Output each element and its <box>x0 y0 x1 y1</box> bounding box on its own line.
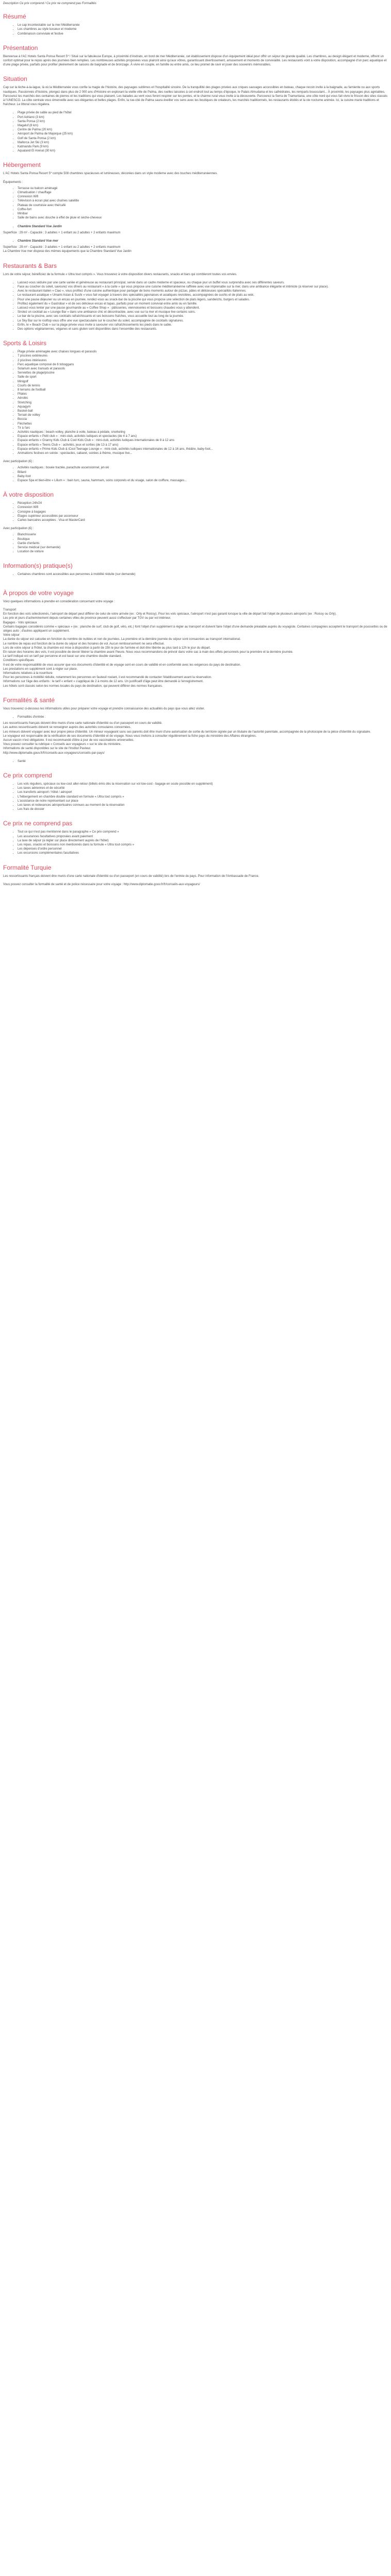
paragraph: Les prix et jours d'acheminement depuis certaines villes de province peuvent aussi s'effectuer par TGV ou par vol intérieur. <box>3 617 171 620</box>
list-item: • Parc aquatique composé de 6 toboggans <box>18 363 388 367</box>
list-item: • Activités nautiques : bouée tractée, parachute ascensionnel, jet-ski <box>18 466 388 470</box>
section-resume <box>3 13 388 36</box>
list-item: • Garde d'enfants <box>18 541 388 546</box>
list-item: • Coffre-fort <box>18 208 388 212</box>
list-item: • Les frais de dossier <box>18 807 388 811</box>
list-item: • Minibar <box>18 212 388 216</box>
list-item: • Solarium avec transats et parasols <box>18 367 388 371</box>
list-item: • Espace Spa et bien-être « Lilium » : bain turc, sauna, hammam, soins corporels et du visage, salon de coiffure, massages... <box>18 479 388 483</box>
paid-label: Avec participation (€) : <box>3 527 34 531</box>
disposition-paid-list <box>3 533 388 554</box>
section-formalites <box>3 697 388 764</box>
list-item: • Billard <box>18 470 388 474</box>
equipment-list <box>3 187 388 221</box>
list-item: • L'assistance de notre représentant sur place <box>18 799 388 803</box>
paragraph: Le voyageur est responsable de la vérification de ses documents d'identité et de voyage. Nous vous invitons à consulter régulièrement la fiche pays du ministère des Affaires étrangères. <box>3 734 257 738</box>
room-name: • Chambre Standard Vue Jardin <box>18 225 388 229</box>
list-item: • Réception 24h/24 <box>18 501 388 505</box>
list-item: • Serviettes de plage/piscine <box>18 371 388 375</box>
list-item: • Le restaurant asiatique « Umami Asian & Sushi » vous fait voyager à travers des spécialités japonaises et asiatiques revisitées, accompagnées de sushis et de plats au wok. <box>18 293 388 297</box>
list-item: • Plateau de courtoisie avec thé/café <box>18 204 388 208</box>
room-name: • Chambre Standard Vue mer <box>18 239 388 243</box>
paragraph: La durée du séjour est calculée en fonction du nombre de nuitées et non de journées. La première et la dernière journée du séjour sont consacrées au transport international. <box>3 638 241 641</box>
list-item: • 8 terrains de football <box>18 388 388 392</box>
formalites-footer-list <box>3 759 388 764</box>
equipment-label: Équipements : <box>3 180 23 184</box>
propos-text: Voici quelques informations à prendre en considération concernant votre voyage : <box>3 600 115 603</box>
list-item: • Sirotez un cocktail au « Lounge Bar » dans une ambiance chic et décontractée, avec vue sur la mer et musique live certains soirs. <box>18 310 388 314</box>
list-item: • Magaluf (8 km) <box>18 124 388 128</box>
paragraph: Votre séjour <box>3 634 20 637</box>
situation-text: Cap sur la lèche-à-la-lague, là où la Méditerranée vous confie la magie de l'histoire, des paysages sublimes et l'hospitalité sincère. De la tranquillité des plages privées aux criques sauvages accessibles en bateau, chaque recoin invite à la baignade, au farniente ou aux sports nautiques. Passionnés d'histoire, plongez dans plus de 2 000 ans d'Histoire en explorant la vieille ville de Palma, des ruelles laissées à cet endroit tout au temps d'époque, le Palais Almudaina et les cathédrales, les remparts bousculant... À proximité, les paysages plus agréables. Parcourez les marchés des centaines de pierres et les traditions qui vous plaisent. Les balades au vent vous feront respirer sur les pentes, et le charme rural vous invite à la découverte. Parcourez la Serra de Tramuntana, une côte nord qui vous fait vivre le frisson des sites classés à l'UNESCO. La côte centrale vous émerveille avec ses élégantes et belles plages. Enfin, la rue-cité de Palma saura éveiller vos sens avec les boutiques de créateurs, les marchés traditionnels, les restaurants étoilés et la vie nocturne animée. Ici, la cuisine marie traditions et fraîcheur. Le littoral vous régalera. <box>3 86 388 107</box>
formalites-title: Formalités & santé <box>3 696 55 704</box>
list-item: • Le Sky Bar sur le rooftop vous offre une vue spectaculaire sur le coucher du soleil, accompagnée de cocktails signatures. <box>18 319 388 323</box>
list-item: • Santé <box>18 759 388 764</box>
propos-title: À propos de votre voyage <box>3 589 74 597</box>
list-item: • Des options végétariennes, véganes et sans gluten sont disponibles dans l'ensemble des restaurants. <box>18 327 388 331</box>
pratiques-list <box>3 572 388 577</box>
paragraph: Vous pouvez consulter la rubrique « Conseils aux voyageurs » sur le site du ministère. <box>3 743 122 747</box>
paragraph: Aucun vaccin n'est obligatoire. Il est recommandé d'être à jour de vos vaccinations universelles. <box>3 738 135 742</box>
list-item: • Les excursions complémentaires facultatives <box>18 851 388 855</box>
paragraph: Informations sur l'âge des enfants : le tarif « enfant » s'applique de 2 à moins de 12 ans. Un justificatif d'âge peut être demandé à l'enregistrement. <box>3 680 204 684</box>
section-propos <box>3 589 388 688</box>
disposition-list <box>3 501 388 522</box>
list-item: • Basket-ball <box>18 409 388 413</box>
list-item: • Les taxes et redevances aéroportuaires connues au moment de la réservation <box>18 803 388 807</box>
hebergement-text: L'AC Hotels Santa Ponsa Resort 5* compte 508 chambres spacieuses et lumineuses, décorées dans un style moderne avec des touches méditerranéennes. <box>3 172 218 176</box>
paragraph: http://www.diplomatie.gouv.fr/fr/conseils-aux-voyageurs/conseils-par-pays/ <box>3 751 105 755</box>
intro-nav: Description Ce prix comprend / Ce prix ne comprend pas Formalités <box>3 2 96 5</box>
formalites-text: Vous trouverez ci-dessous les informations utiles pour préparer votre voyage et prendre connaissance des actualités du pays que vous allez visiter. <box>3 707 205 710</box>
list-item: • Espace enfants « Teens Club » : activités, jeux et sorties (de 13 à 17 ans) <box>18 443 388 447</box>
section-pratiques <box>3 562 388 577</box>
list-item: • Baby-foot <box>18 474 388 479</box>
formalite-text-2: Vous pouvez consulter la formalité de santé et de police nécessaire pour votre voyage : http://www.diplomatie.gouv.fr/fr/conseils-aux-voyageurs/ <box>3 883 200 886</box>
paragraph: Transport <box>3 608 17 612</box>
list-item: • 7 piscines extérieures <box>18 354 388 358</box>
list-item: • Connexion Wifi <box>18 505 388 510</box>
list-item: • Les vols réguliers, spéciaux ou low-cost aller-retour (billets émis dès la réservation sur vol low-cost - bagage en soute possible en supplément) <box>18 782 388 786</box>
list-item: • Santa Ponsa (2 km) <box>18 120 388 124</box>
list-item: • Enfin, le « Beach Club » sur la plage privée vous invite à savourer vos rafraîchissements les pieds dans le sable. <box>18 323 388 327</box>
list-item: • La taxe de séjour (à régler sur place directement auprès de l'hôtel) <box>18 839 388 843</box>
room-list <box>3 239 388 243</box>
paid-label: Avec participation (€) : <box>3 460 34 464</box>
section-situation <box>3 75 388 153</box>
list-item: • Mallorca Jet Ski (3 km) <box>18 141 388 145</box>
list-item: • Location de voiture <box>18 550 388 554</box>
list-item: • Fléchettes <box>18 422 388 426</box>
list-item: • Consigne à bagages <box>18 510 388 514</box>
section-disposition <box>3 491 388 554</box>
paragraph: Les mineurs doivent voyager avec leur propre pièce d'identité. Un mineur voyageant sans ses parents doit être muni d'une autorisation de sortie du territoire signée par un titulaire de l'autorité parentale, accompagnée de la photocopie de la pièce d'identité du signataire. <box>3 730 371 734</box>
hebergement-title: Hébergement <box>3 161 41 169</box>
list-item: • Golf de Santa Ponsa (2 km) <box>18 137 388 141</box>
list-item: • Les assurances facultatives proposées avant paiement <box>18 835 388 839</box>
list-item: • Pour une pause déjeuner ou un encas en journée, rendez-vous au snack-bar de la piscine qui vous propose une sélection de plats légers, sandwichs, burgers et salades. <box>18 298 388 302</box>
list-item: • Cartes bancaires acceptées : Visa et MasterCard <box>18 518 388 522</box>
restaurants-list <box>3 281 388 331</box>
list-item: • Aqualand El Arenal (30 km) <box>18 149 388 153</box>
paragraph: Les autres ressortissants doivent se renseigner auprès des autorités consulaires concernées. <box>3 726 132 730</box>
paragraph: Bagages - Vols spéciaux <box>3 621 37 624</box>
list-item: • Blanchisserie <box>18 533 388 537</box>
paragraph: Pour les personnes à mobilité réduite, notamment les personnes en fauteuil roulant, il est recommandé de contacter l'établissement avant la réservation. <box>3 676 212 680</box>
list-item: • Boutique <box>18 537 388 541</box>
restaurants-text: Lors de votre séjour, bénéficiez de la formule « Ultra tout compris ». Vous trouverez à votre disposition divers restaurants, snacks et bars qui combleront toutes vos envies. <box>3 273 237 276</box>
list-item: • Salle de bains avec douche à effet de pluie et sèche-cheveux <box>18 216 388 220</box>
section-hebergement <box>3 161 388 253</box>
comprend-list <box>3 782 388 811</box>
paragraph: Le nombre de repas est fonction de la durée du séjour et des horaires de vol. Aucun remboursement ne sera effectué. <box>3 642 165 646</box>
list-item: • Salle de sport <box>18 375 388 379</box>
list-item: • Espace enfants « Prime Kids Club & iCool Teenage Lounge » : mini-club, activités ludiques internationales de 12 à 16 ans, théâtre, baby-foot... <box>18 447 388 451</box>
list-item: • Télévision à écran plat avec chaînes satellite <box>18 199 388 203</box>
list-item: • Pilates <box>18 392 388 396</box>
list-item: • L'hébergement en chambre double standard en formule « Ultra tout compris » <box>18 795 388 799</box>
list-item: • Avec le restaurant italien « Ciao », vous profitez d'une cuisine authentique pour partager de bons moments autour de pizzas, pâtes et délicieuses spécialités italiennes. <box>18 289 388 293</box>
list-item: • Les chambres au style luxueux et moderne <box>18 27 388 31</box>
sports-list <box>3 350 388 455</box>
resume-list <box>3 23 388 36</box>
list-item: • Laissez-vous séduire par une carte variée et généreuse au restaurant principal, servie dans un cadre moderne et spacieux, ou chaque jour un buffet vous surprendra avec ses différentes saveurs. <box>18 281 388 285</box>
section-restaurants <box>3 262 388 332</box>
paragraph: Le tarif indiqué est un tarif par personne et est basé sur une chambre double standard. <box>3 655 122 658</box>
paragraph: Il est de votre responsabilité de vous assurer que vos documents d'identité et de voyage sont en cours de validité et en conformité avec les exigences du pays de destination. <box>3 663 241 667</box>
list-item: • Laissez-vous tenter par une pause gourmande au « Coffee Shop » : pâtisseries, viennoiseries et boissons chaudes vous y attendent. <box>18 306 388 310</box>
sports-title: Sports & Loisirs <box>3 340 47 347</box>
situation-list <box>3 111 388 153</box>
paragraph: Informations relatives à la nourriture <box>3 671 53 675</box>
room-note: La Chambre Vue mer dispose des mêmes équipements que la Chambre Standard Vue Jardin <box>3 250 132 253</box>
list-item: • Aquagym <box>18 405 388 409</box>
list-item: • Terrasse ou balcon aménagé <box>18 187 388 191</box>
list-item: • Profitez également du « Gastrobar » et de ses délicieux encas et tapas, parfaits pour un moment convivial entre amis ou en famille. <box>18 302 388 306</box>
paragraph: Certains bagages considérés comme « spéciaux » (ex : planche de surf, club de golf, vélo, etc.) font l'objet d'un supplément à régler au transport et doivent faire l'objet d'une demande préalable auprès du voyagiste. Certaines compagnies acceptent le transport de poussettes ou de sièges auto ; d'autres appliquent un supplément. <box>3 625 387 633</box>
list-item: • Service médical (sur demande) <box>18 546 388 550</box>
list-item: • Espace enfants « Granny Kids Club & Cool Kids Club » : mini-club, activités ludiques internationales de 8 à 12 ans <box>18 438 388 443</box>
paragraph: Lors de votre séjour à l'hôtel, la chambre est mise à disposition à partir de 15h le jour de l'arrivée et doit être libérée au plus tard à 12h le jour du départ. <box>3 646 211 650</box>
paragraph: En raison des horaires des vols, il est possible de devoir libérer la chambre avant l'heure. Nous vous recommandons de prévoir dans votre sac à main des effets personnels pour la première et la dernière journée. <box>3 650 294 654</box>
list-item: • Étages supérieur accessibles par ascenseur <box>18 514 388 518</box>
list-item: • Activités nautiques : beach-volley, planche à voile, bateau à pédale, snorkeling <box>18 430 388 434</box>
paragraph: Informations de santé disponibles sur le site de l'Institut Pasteur. <box>3 747 91 751</box>
paragraph: En fonction des vols sélectionnés, l'aéroport de départ peut différer de celui de votre arrivée (ex : Orly et Roissy). Pour les vols spéciaux, l'aéroport n'est pas garanti lorsque la ville de départ fait l'objet de plusieurs aéroports (ex : Roissy ou Orly). <box>3 613 337 616</box>
paragraph: Conditions spécifiques <box>3 659 35 663</box>
list-item: • Tout ce qui n'est pas mentionné dans le paragraphe « Ce prix comprend » <box>18 830 388 834</box>
list-item: • Katmandu Park (9 km) <box>18 145 388 149</box>
list-item: • Les dépenses d'ordre personnel <box>18 847 388 851</box>
list-item: • Certaines chambres sont accessibles aux personnes à mobilité réduite (sur demande) <box>18 572 388 577</box>
list-item: • Aérobic <box>18 396 388 400</box>
non-compris-list <box>3 830 388 855</box>
disposition-title: À votre disposition <box>3 491 54 499</box>
list-item: • Boccia <box>18 417 388 421</box>
paragraph: Les ressortissants français doivent être munis d'une carte nationale d'identité ou d'un passeport en cours de validité. <box>3 722 162 725</box>
resume-title: Résumé <box>3 13 26 21</box>
list-item: • Minigolf <box>18 380 388 384</box>
section-presentation <box>3 44 388 67</box>
list-item: • Connexion Wifi <box>18 195 388 199</box>
list-item: • Face au coucher du soleil, savourez vos dîners au restaurant « à la carte » qui vous propose une cuisine méditerranéenne raffinée avec vue imprenable sur la mer, dans une ambiance élégante et intimiste (à réserver sur place). <box>18 285 388 289</box>
list-item: • Animations festives en soirée : spectacles, cabaret, soirées à thème, musique live... <box>18 451 388 455</box>
section-non-compris <box>3 820 388 855</box>
list-item: • Plage privée aménagée avec chaises longues et parasols <box>18 350 388 354</box>
pratiques-title: Information(s) pratique(s) <box>3 562 73 570</box>
list-item: • Combinaison conviviale et festive <box>18 32 388 36</box>
list-item: • Formalités d'entrée : <box>18 715 388 719</box>
list-item: • Le bar de la piscine, avec ses cocktails rafraîchissants et ses boissons fraîches, vous accueille tout au long de la journée. <box>18 314 388 318</box>
presentation-title: Présentation <box>3 44 38 52</box>
list-item: • Climatisation / chauffage <box>18 191 388 195</box>
room-details: Superficie : 29 m² - Capacité : 3 adultes + 1 enfant ou 2 adultes + 2 enfants maximum <box>3 231 121 234</box>
comprend-title: Ce prix comprend <box>3 771 52 779</box>
list-item: • Espace enfants « Petit club » : mini-club, activités ludiques et spectacles (de 4 à 7 ans) <box>18 434 388 438</box>
list-item: • Les taxes aériennes et de sécurité <box>18 786 388 790</box>
formalite-text: Les ressortissants français doivent être munis d'une carte nationale d'identité ou d'un passeport (en cours de validité) lors de l'entrée du pays. Pour information de l'Ambassade de France. <box>3 874 259 878</box>
formalite-title: Formalité Turquie <box>3 863 52 871</box>
paragraph: Les hôtels sont classés selon les normes locales du pays de destination, qui peuvent différer des normes françaises. <box>3 684 163 688</box>
list-item: • Tir à l'arc <box>18 426 388 430</box>
presentation-text: Bienvenue à l'AC Hotels Santa Ponsa Resort 5* ! Situé sur la fabuleuse Europe, à proximité d'Andratx, en bord de mer Méditerranée, cet établissement dispose d'un équipement idéal pour offrir un séjour de grande qualité. Les chambres, au design élégant et moderne, offrent un confort optimal pour le repos après des journées bien remplies. Les nombreuses activités proposées vous plairont ainsi qu'aux vôtres, garantissant divertissement, amusement et moments de convivialité. Les restaurants vont à votre disposition, accompagné d'un parc aquatique et d'une plage privée, parfaits pour profiter pleinement de saisons de baignade et de bronzage. À vivre en couple, en famille ou entre amis, ce lieu promet de ravir et jouer des souvenirs mémorables. <box>3 55 387 67</box>
formalites-list <box>3 715 388 719</box>
section-sports <box>3 340 388 483</box>
list-item: • Stretching <box>18 401 388 405</box>
list-item: • Aéroport de Palma de Majorque (25 km) <box>18 132 388 136</box>
situation-title: Situation <box>3 75 27 83</box>
section-formalite <box>3 864 388 887</box>
list-item: • Les repas, snacks et boissons non mentionnés dans la formule « Ultra tout compris » <box>18 843 388 847</box>
non-compris-title: Ce prix ne comprend pas <box>3 820 73 827</box>
list-item: • Port Adriano (3 km) <box>18 115 388 120</box>
list-item: • Centre de Palma (20 km) <box>18 128 388 132</box>
list-item: • 2 piscines intérieures <box>18 359 388 363</box>
list-item: • Plage privée de sable au pied de l'hôtel <box>18 111 388 115</box>
restaurants-title: Restaurants & Bars <box>3 262 57 269</box>
paragraph: Les prestations en supplément sont à régler sur place. <box>3 667 78 671</box>
list-item: • Le cap incontestable sur la mer Méditerranée <box>18 23 388 27</box>
room-list <box>3 225 388 229</box>
list-item: • Terrain de volley <box>18 413 388 417</box>
list-item: • Les transferts aéroport / hôtel / aéroport <box>18 790 388 794</box>
room-details: Superficie : 29 m² - Capacité : 3 adultes + 1 enfant ou 2 adultes + 2 enfants maximum <box>3 246 121 249</box>
section-comprend <box>3 772 388 811</box>
list-item: • Courts de tennis <box>18 384 388 388</box>
sports-paid-list <box>3 466 388 483</box>
